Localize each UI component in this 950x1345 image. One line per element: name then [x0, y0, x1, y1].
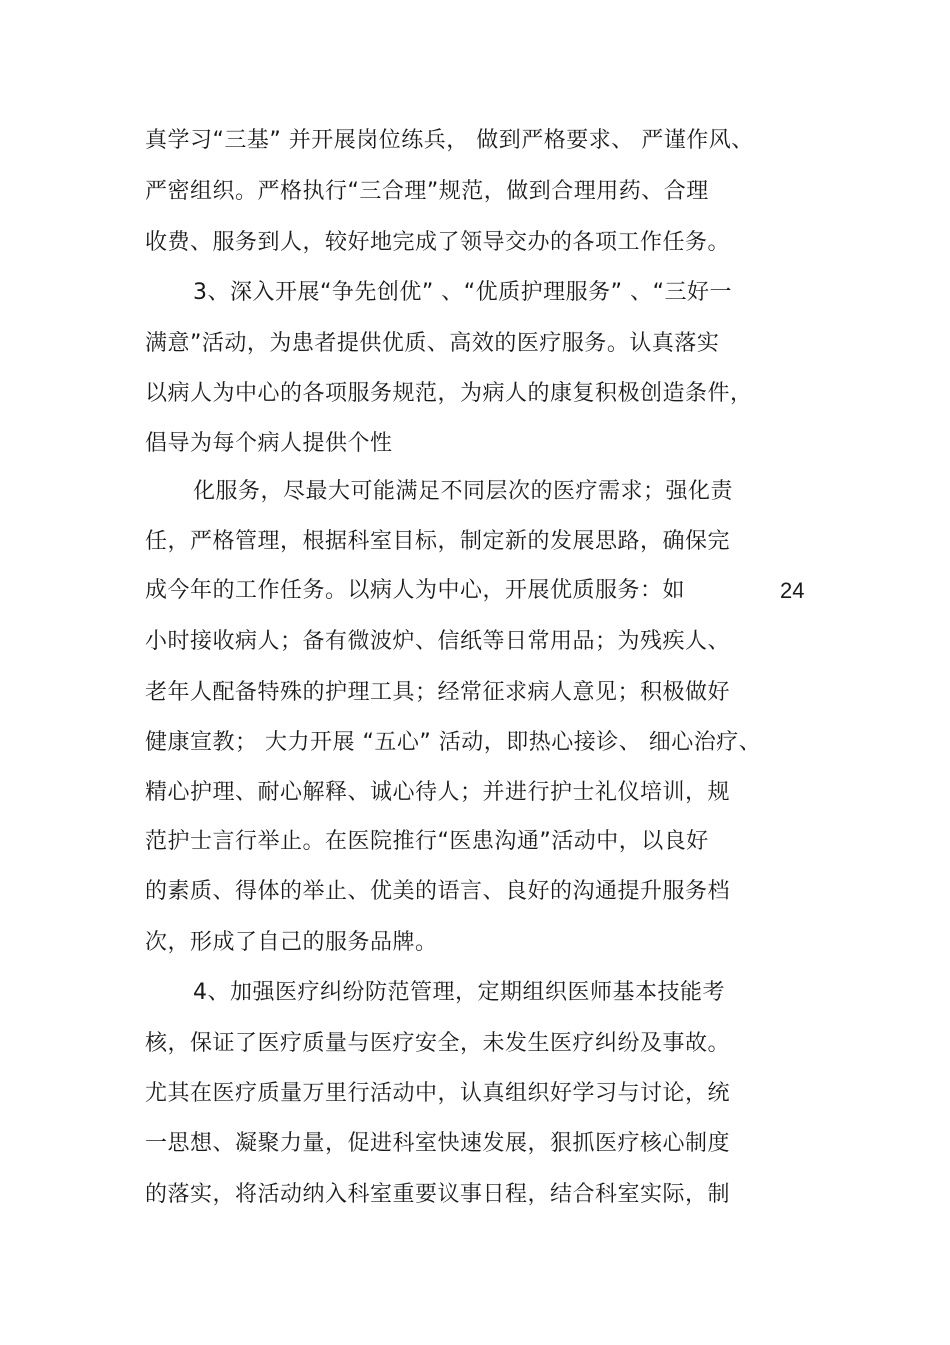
text-line: 精心护理、耐心解释、诚心待人；并进行护士礼仪培训，规	[145, 780, 731, 805]
text-line: 化服务，尽最大可能满足不同层次的医疗需求；强化责	[193, 479, 734, 504]
text-line: 成今年的工作任务。以病人为中心，开展优质服务：如	[145, 578, 686, 603]
text-line: 小时接收病人；备有微波炉、信纸等日常用品；为残疾人、	[145, 629, 731, 654]
text-line: 任，严格管理，根据科室目标，制定新的发展思路，确保完	[145, 529, 731, 554]
text-line: 的素质、得体的举止、优美的语言、良好的沟通提升服务档	[145, 879, 731, 904]
text-line: 一思想、凝聚力量，促进科室快速发展，狠抓医疗核心制度	[145, 1131, 731, 1156]
floating-number: 24	[780, 578, 805, 603]
text-line: 健康宣教； 大力开展 “五心” 活动，即热心接诊、 细心治疗、	[145, 730, 762, 755]
text-line: 尤其在医疗质量万里行活动中，认真组织好学习与讨论，统	[145, 1081, 731, 1106]
text-line: 满意”活动，为患者提供优质、高效的医疗服务。认真落实	[145, 331, 720, 356]
text-line: 的落实，将活动纳入科室重要议事日程，结合科室实际，制	[145, 1182, 731, 1207]
text-line: 核，保证了医疗质量与医疗安全，未发生医疗纠纷及事故。	[145, 1031, 731, 1056]
text-line: 次，形成了自己的服务品牌。	[145, 930, 438, 955]
text-line: 以病人为中心的各项服务规范，为病人的康复积极创造条件，	[145, 381, 753, 406]
text-line: 3、深入开展“争先创优” 、“优质护理服务” 、“三好一	[193, 280, 732, 305]
text-line: 真学习“三基” 并开展岗位练兵， 做到严格要求、 严谨作风、	[145, 128, 754, 153]
text-line: 老年人配备特殊的护理工具；经常征求病人意见；积极做好	[145, 680, 731, 705]
text-line: 倡导为每个病人提供个性	[145, 431, 393, 456]
text-line: 收费、服务到人，较好地完成了领导交办的各项工作任务。	[145, 230, 731, 255]
text-line: 4、加强医疗纠纷防范管理，定期组织医师基本技能考	[193, 980, 725, 1005]
text-line: 范护士言行举止。在医院推行“医患沟通”活动中，以良好	[145, 829, 709, 854]
text-line: 严密组织。严格执行“三合理”规范，做到合理用药、合理	[145, 179, 709, 204]
